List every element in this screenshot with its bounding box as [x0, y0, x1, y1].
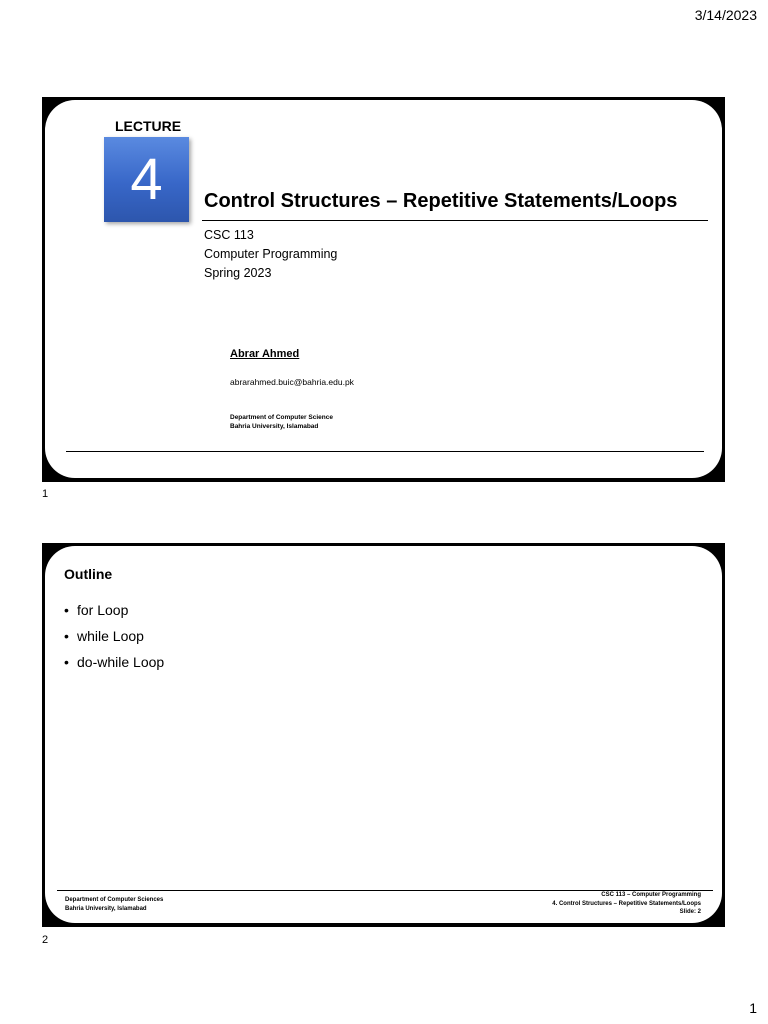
outline-list	[64, 600, 164, 678]
slide-1-thumbnail	[42, 97, 725, 482]
list-item	[64, 600, 164, 626]
course-name: Computer Programming	[204, 247, 338, 261]
bottom-divider	[66, 451, 704, 452]
slide-2-content	[45, 546, 722, 923]
page-number: 1	[749, 1000, 757, 1016]
lecture-label: LECTURE	[115, 118, 182, 134]
footer-slide-number: Slide: 2	[679, 909, 701, 915]
author-affiliation	[230, 413, 333, 431]
slide-footer-left	[65, 896, 163, 913]
list-item	[64, 652, 164, 678]
slide-1-number: 1	[42, 488, 49, 500]
outline-item-label: do-while Loop	[77, 654, 165, 670]
list-item	[64, 626, 164, 652]
course-term: Spring 2023	[204, 266, 272, 280]
slide-2-number: 2	[42, 934, 49, 946]
author-email: abrarahmed.buic@bahria.edu.pk	[230, 377, 354, 387]
footer-university: Bahria University, Islamabad	[65, 905, 147, 912]
title-divider	[202, 220, 708, 221]
outline-heading: Outline	[64, 566, 113, 582]
bullet-icon: •	[64, 628, 69, 644]
footer-topic: 4. Control Structures – Repetitive Statements/Loops	[552, 900, 701, 907]
author-name: Abrar Ahmed	[230, 348, 300, 360]
bullet-icon: •	[64, 654, 69, 670]
course-info	[204, 226, 337, 283]
course-code: CSC 113	[204, 228, 254, 242]
department-name: Department of Computer Science	[230, 414, 333, 421]
slide-title: Control Structures – Repetitive Statements/Loops	[204, 190, 678, 212]
page-date: 3/14/2023	[694, 7, 757, 23]
outline-item-label: while Loop	[77, 628, 144, 644]
slide-2-thumbnail	[42, 543, 725, 927]
slide-footer-right	[552, 891, 701, 917]
lecture-number-badge: 4	[104, 137, 189, 222]
slide-1-content	[45, 100, 722, 478]
university-name: Bahria University, Islamabad	[230, 423, 319, 430]
bullet-icon: •	[64, 602, 69, 618]
outline-item-label: for Loop	[77, 602, 129, 618]
footer-department: Department of Computer Sciences	[65, 897, 164, 903]
footer-course: CSC 113 – Computer Programming	[601, 892, 701, 898]
